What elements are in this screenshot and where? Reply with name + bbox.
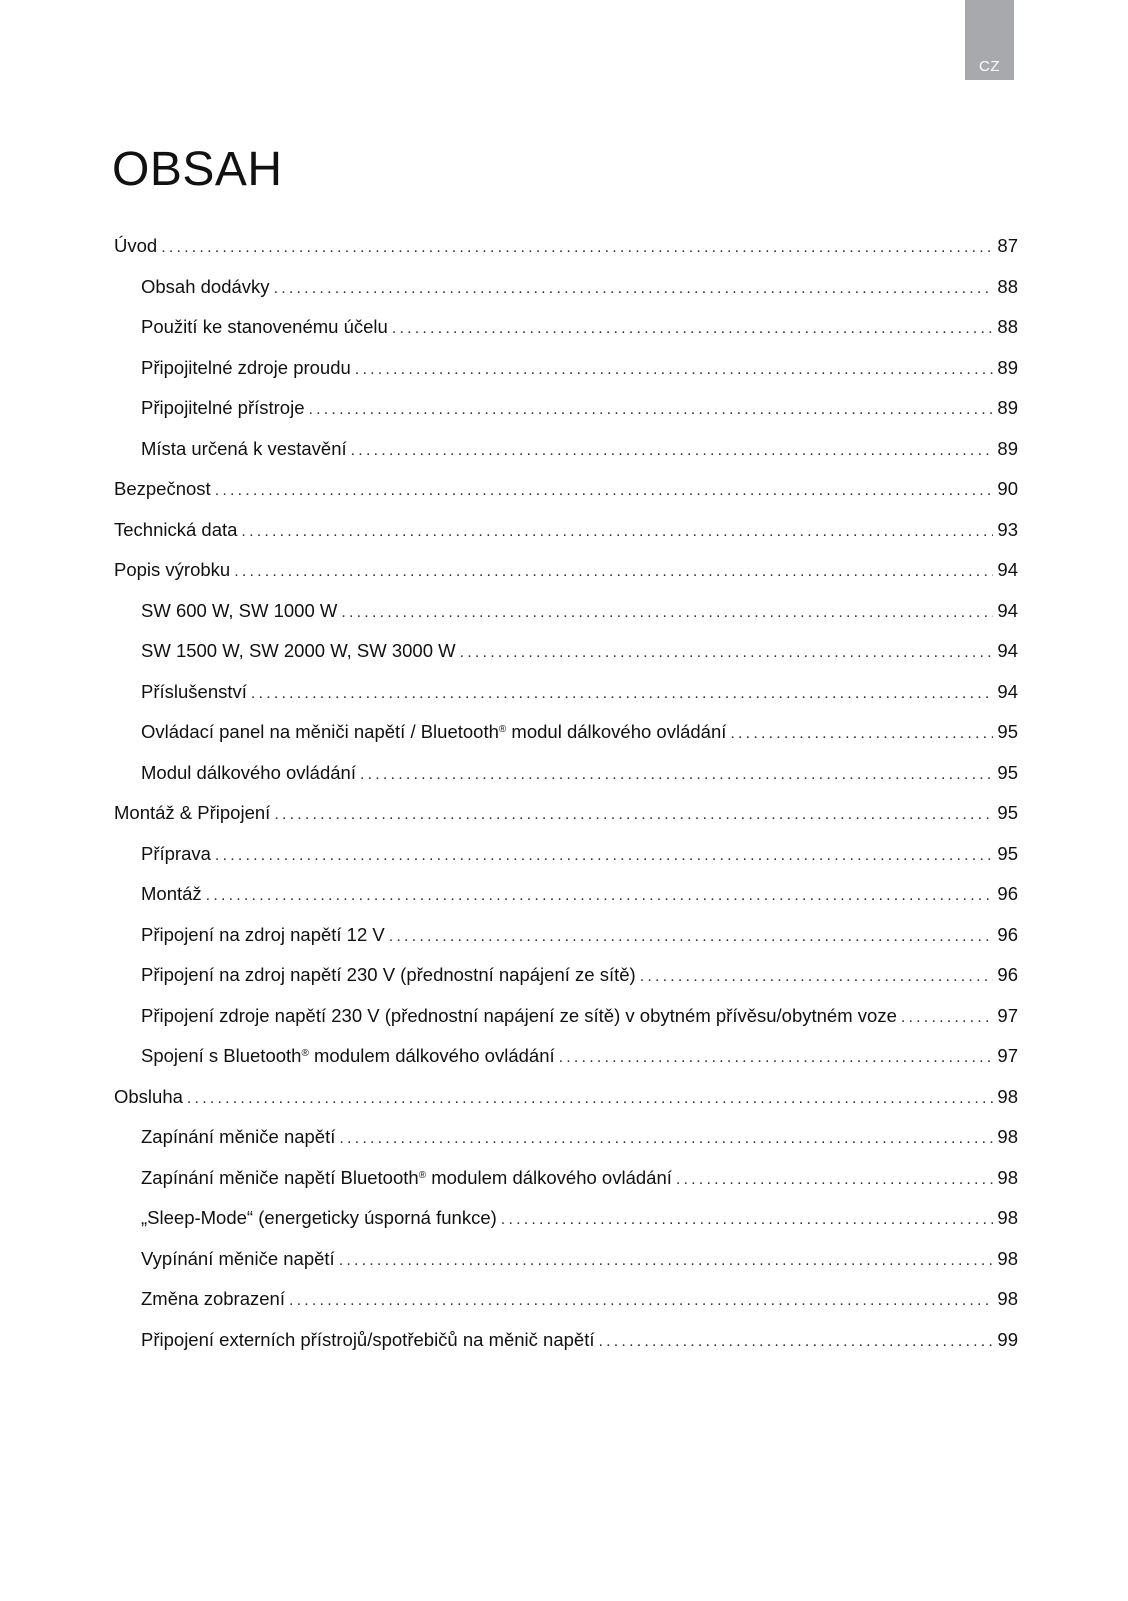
toc-entry-label[interactable] (114, 550, 230, 591)
toc-page-number[interactable]: 98 (997, 1085, 1018, 1107)
toc-entry-label[interactable] (141, 1036, 555, 1077)
toc-entry-label[interactable] (141, 1279, 285, 1320)
dot-leader (234, 552, 993, 593)
toc-entry-label-text: Technická data (114, 518, 238, 540)
toc-page-number[interactable]: 98 (997, 1288, 1018, 1309)
toc-page-number[interactable]: 97 (997, 1004, 1018, 1026)
toc-entry[interactable] (114, 915, 1018, 956)
toc-entry[interactable] (114, 1036, 1018, 1077)
toc-page-number[interactable]: 96 (997, 964, 1018, 985)
toc-page-number[interactable]: 94 (997, 599, 1018, 621)
dot-leader (251, 674, 994, 715)
toc-entry[interactable] (114, 631, 1018, 672)
toc-page-number[interactable]: 89 (997, 397, 1018, 418)
toc-page-number[interactable]: 94 (997, 680, 1018, 702)
toc-entry-label-text: modul dálkového ovládání (506, 721, 727, 742)
dot-leader (161, 228, 993, 269)
toc-page-number[interactable]: 98 (997, 1207, 1018, 1228)
toc-entry-label-text: Místa určená k vestavění (141, 437, 347, 459)
dot-leader (339, 1119, 993, 1160)
toc-entry-label-text: Příprava (141, 842, 211, 864)
toc-page-number[interactable]: 96 (997, 923, 1018, 945)
page-title: OBSAH (112, 143, 283, 196)
toc-entry-label-text: Ovládací panel na měniči napětí / Bluetooth (141, 721, 499, 742)
toc-entry-label[interactable] (114, 793, 270, 834)
toc-entry[interactable] (114, 996, 1018, 1037)
toc-page-number[interactable]: 93 (997, 518, 1018, 540)
toc-page-number[interactable]: 98 (997, 1126, 1018, 1147)
toc-entry-label-text: Popis výrobku (114, 559, 231, 580)
toc-entry[interactable] (114, 591, 1018, 632)
toc-entry-label[interactable] (141, 631, 456, 672)
dot-leader (640, 957, 994, 998)
toc-entry-label[interactable] (114, 226, 157, 267)
toc-entry-label[interactable] (141, 834, 211, 875)
toc-page-number[interactable]: 98 (997, 1247, 1018, 1269)
toc-entry[interactable] (114, 1279, 1018, 1320)
toc-entry-label-text: Spojení s Bluetooth (141, 1045, 302, 1066)
toc-entry[interactable] (114, 348, 1018, 389)
toc-entry-label-text: Bezpečnost (114, 478, 211, 499)
toc-entry-label-text: Úvod (114, 235, 158, 256)
toc-page-number[interactable]: 98 (997, 1166, 1018, 1188)
toc-entry-label-text: „Sleep-Mode“ (energeticky úsporná funkce) (141, 1207, 497, 1228)
dot-leader (599, 1322, 994, 1363)
toc-entry[interactable] (114, 753, 1018, 794)
toc-entry-label[interactable] (114, 510, 237, 551)
toc-page-number[interactable]: 89 (997, 356, 1018, 378)
dot-leader (187, 1079, 994, 1120)
toc-entry[interactable] (114, 429, 1018, 470)
toc-entry[interactable] (114, 226, 1018, 267)
toc-entry-label-text: SW 1500 W, SW 2000 W, SW 3000 W (141, 640, 456, 661)
toc-entry-label[interactable] (141, 348, 351, 389)
toc-entry-label-text: Připojení na zdroj napětí 230 V (přednostní napájení ze sítě) (141, 964, 636, 985)
toc-entry[interactable] (114, 550, 1018, 591)
toc-entry-label[interactable] (141, 1117, 335, 1158)
dot-leader (206, 876, 994, 917)
dot-leader (351, 431, 994, 472)
toc-page-number[interactable]: 90 (997, 478, 1018, 499)
toc-entry-label-text: Změna zobrazení (141, 1288, 285, 1309)
toc-page-number[interactable]: 96 (997, 883, 1018, 904)
toc-entry-label-text: Připojení zdroje napětí 230 V (přednostní napájení ze sítě) v obytném přívěsu/obytném voze (141, 1004, 897, 1026)
dot-leader (901, 998, 994, 1039)
toc-page-number[interactable]: 88 (997, 316, 1018, 337)
toc-page-number[interactable]: 94 (997, 559, 1018, 580)
toc-entry[interactable] (114, 834, 1018, 875)
toc-entry-label-text: Montáž & Připojení (114, 802, 271, 823)
dot-leader (274, 795, 993, 836)
toc-entry[interactable] (114, 307, 1018, 348)
language-tab (965, 0, 1014, 80)
toc-entry-label[interactable] (141, 1239, 335, 1280)
dot-leader (309, 390, 994, 431)
toc-entry[interactable] (114, 1320, 1018, 1361)
toc-entry[interactable] (114, 793, 1018, 834)
toc-entry[interactable] (114, 510, 1018, 551)
toc-entry[interactable] (114, 1198, 1018, 1239)
dot-leader (339, 1241, 994, 1282)
toc-entry[interactable] (114, 388, 1018, 429)
dot-leader (215, 836, 994, 877)
toc-entry[interactable] (114, 672, 1018, 713)
dot-leader (241, 512, 993, 553)
toc-entry-label[interactable] (141, 712, 726, 753)
toc-page-number[interactable]: 95 (997, 761, 1018, 783)
toc-entry[interactable] (114, 1158, 1018, 1199)
toc-page-number[interactable]: 88 (997, 275, 1018, 297)
registered-mark: ® (498, 724, 507, 735)
toc-entry[interactable] (114, 267, 1018, 308)
toc-entry[interactable] (114, 1077, 1018, 1118)
dot-leader (559, 1038, 994, 1079)
dot-leader (341, 593, 993, 634)
toc-entry-label[interactable] (141, 307, 388, 348)
toc-entry-label-text: Modul dálkového ovládání (141, 761, 356, 783)
toc-entry-label[interactable] (141, 1320, 595, 1361)
toc-entry-label[interactable] (114, 469, 211, 510)
toc-entry-label[interactable] (141, 955, 636, 996)
toc-entry[interactable] (114, 1239, 1018, 1280)
toc-entry-label-text: Připojitelné zdroje proudu (141, 356, 351, 378)
toc-entry[interactable] (114, 1117, 1018, 1158)
dot-leader (274, 269, 994, 310)
toc-entry-label[interactable] (141, 915, 385, 956)
toc-entry[interactable] (114, 469, 1018, 510)
registered-mark: ® (418, 1169, 427, 1181)
toc-entry-label-text: SW 600 W, SW 1000 W (141, 599, 338, 621)
toc-page-number[interactable]: 97 (997, 1045, 1018, 1066)
toc-entry-label[interactable] (141, 429, 347, 470)
toc-entry-label-text: Příslušenství (141, 680, 247, 702)
dot-leader (392, 309, 994, 350)
dot-leader (460, 633, 994, 674)
dot-leader (360, 755, 993, 796)
toc-entry-label-text: Obsluha (114, 1085, 183, 1107)
toc-entry-label-text: Zapínání měniče napětí Bluetooth (141, 1166, 419, 1188)
toc-page-number[interactable]: 89 (997, 437, 1018, 459)
toc-entry-label-text: Připojitelné přístroje (141, 397, 305, 418)
toc-entry-label[interactable] (141, 672, 247, 713)
toc-page-number[interactable]: 95 (997, 802, 1018, 823)
toc-entry-label[interactable] (141, 591, 337, 632)
toc-page-number[interactable]: 95 (997, 842, 1018, 864)
toc-entry-label[interactable] (141, 388, 305, 429)
toc-entry-label-text: Použití ke stanovenému účelu (141, 316, 388, 337)
toc-entry-label[interactable] (141, 996, 897, 1037)
dot-leader (389, 917, 994, 958)
language-tab-label: CZ (979, 58, 1000, 75)
dot-leader (730, 714, 993, 755)
toc-entry-label[interactable] (141, 1158, 672, 1199)
dot-leader (289, 1281, 993, 1322)
toc-entry-label-text: Obsah dodávky (141, 275, 270, 297)
table-of-contents (114, 226, 1018, 1360)
toc-entry-label[interactable] (141, 267, 270, 308)
toc-entry-label-text: Zapínání měniče napětí (141, 1126, 336, 1147)
toc-entry[interactable] (114, 874, 1018, 915)
toc-entry-label[interactable] (141, 1198, 497, 1239)
dot-leader (355, 350, 994, 391)
toc-entry-label[interactable] (114, 1077, 183, 1118)
toc-entry-label-text: Připojení na zdroj napětí 12 V (141, 923, 385, 945)
toc-entry-label-text: modulem dálkového ovládání (426, 1166, 672, 1188)
toc-entry-label-text: Připojení externích přístrojů/spotřebičů na měnič napětí (141, 1328, 595, 1350)
toc-entry-label-text: Montáž (141, 883, 202, 904)
toc-entry[interactable] (114, 712, 1018, 753)
dot-leader (501, 1200, 994, 1241)
toc-page-number[interactable]: 99 (997, 1328, 1018, 1350)
toc-page-number[interactable]: 95 (997, 721, 1018, 742)
toc-entry-label[interactable] (141, 874, 202, 915)
toc-entry-label-text: modulem dálkového ovládání (308, 1045, 555, 1066)
toc-entry[interactable] (114, 955, 1018, 996)
toc-page-number[interactable]: 94 (997, 640, 1018, 661)
toc-entry-label-text: Vypínání měniče napětí (141, 1247, 335, 1269)
registered-mark: ® (301, 1048, 309, 1059)
dot-leader (215, 471, 994, 512)
toc-entry-label[interactable] (141, 753, 356, 794)
dot-leader (676, 1160, 994, 1201)
toc-page-number[interactable]: 87 (997, 235, 1018, 256)
